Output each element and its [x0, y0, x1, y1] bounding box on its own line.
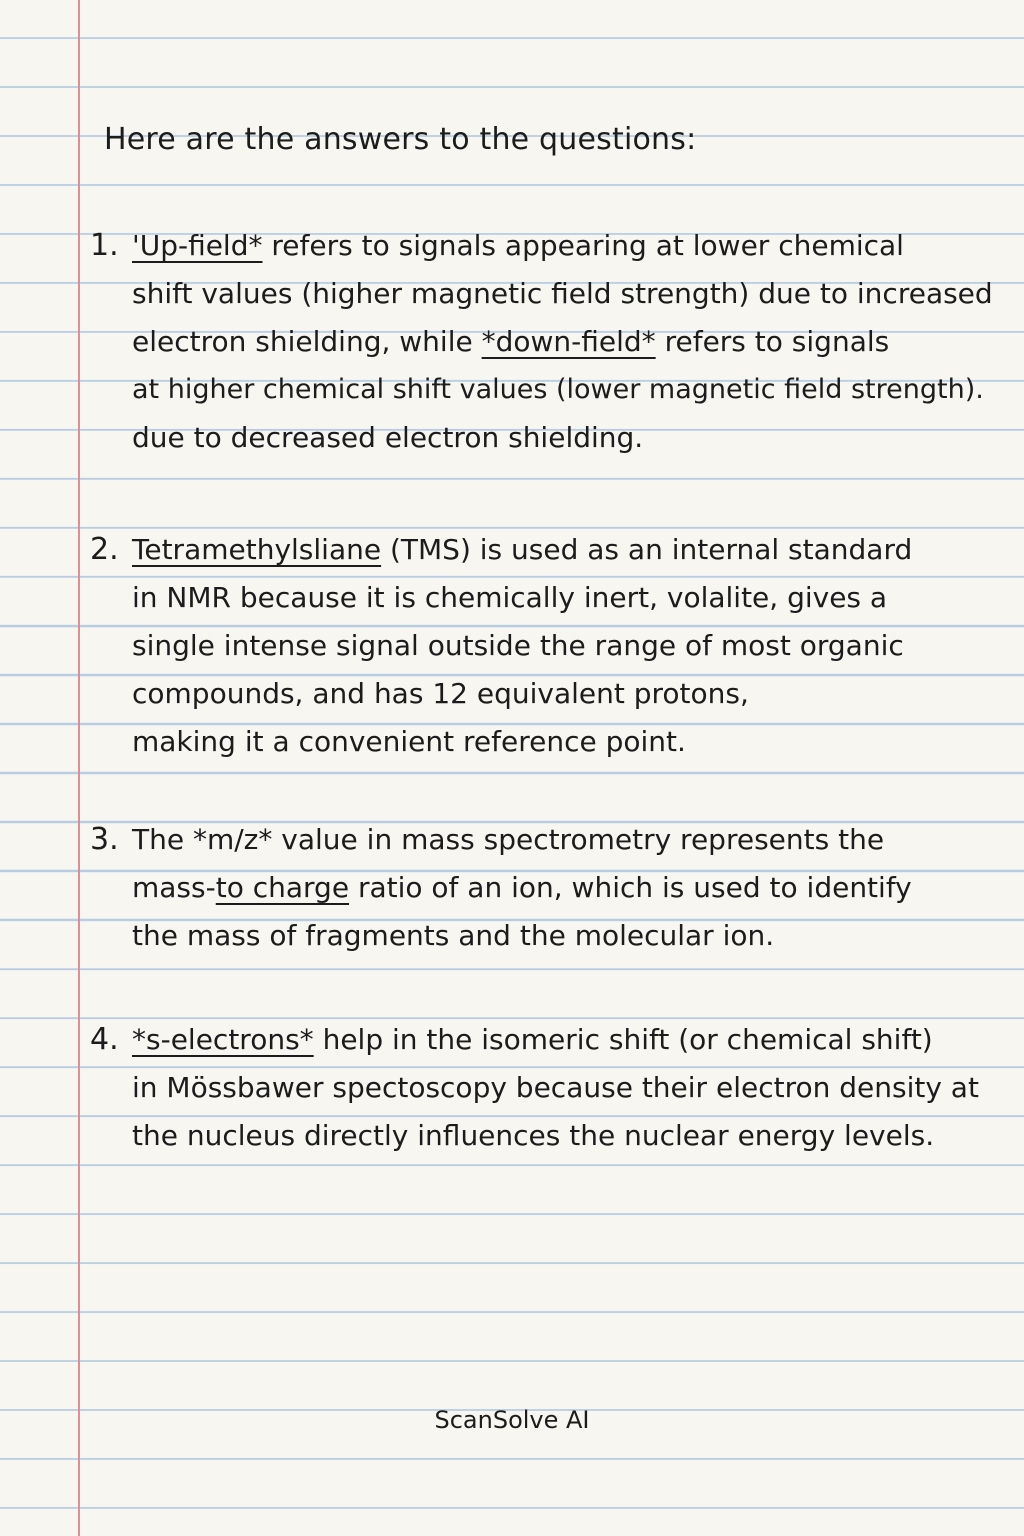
underlined-term: *s-electrons*	[132, 1023, 314, 1056]
answer-line: shift values (higher magnetic field strength) due to increased	[132, 277, 993, 310]
answer-item-4	[90, 1016, 1010, 1160]
answer-item-3	[90, 816, 1010, 960]
answer-line: The *m/z* value in mass spectrometry represents the	[132, 823, 885, 856]
answer-line: *s-electrons* help in the isomeric shift (or chemical shift)	[132, 1023, 933, 1056]
answer-item-2	[90, 526, 1010, 766]
item-number: 2.	[90, 532, 119, 567]
answer-line: single intense signal outside the range of most organic	[132, 629, 904, 662]
answer-line: the mass of fragments and the molecular ion.	[132, 919, 775, 952]
page-heading: Here are the answers to the questions:	[104, 122, 697, 157]
answer-line: due to decreased electron shielding.	[132, 421, 644, 454]
underlined-term: to charge	[215, 871, 350, 904]
answer-line: at higher chemical shift values (lower magnetic field strength).	[132, 374, 984, 405]
answer-line: Tetramethylsliane (TMS) is used as an internal standard	[132, 533, 913, 566]
item-number: 4.	[90, 1022, 119, 1057]
answer-line: 'Up-field* refers to signals appearing at lower chemical	[132, 229, 904, 262]
answer-line: mass-to charge ratio of an ion, which is used to identify	[132, 871, 912, 904]
underlined-term: 'Up-field*	[132, 229, 263, 262]
answer-item-1	[90, 222, 1010, 462]
answer-line: in Mössbawer spectoscopy because their electron density at	[132, 1071, 979, 1104]
answer-line: in NMR because it is chemically inert, volalite, gives a	[132, 581, 888, 614]
item-number: 3.	[90, 822, 119, 857]
answer-line: the nucleus directly influences the nuclear energy levels.	[132, 1119, 935, 1152]
item-number: 1.	[90, 228, 119, 263]
margin-line	[78, 0, 80, 1536]
answer-line: making it a convenient reference point.	[132, 725, 686, 758]
underlined-term: *down-field*	[481, 325, 656, 358]
footer-brand: ScanSolve AI	[434, 1406, 590, 1434]
answer-line: electron shielding, while *down-field* refers to signals	[132, 325, 890, 358]
answer-line: compounds, and has 12 equivalent protons,	[132, 677, 749, 710]
underlined-term: Tetramethylsliane	[132, 533, 382, 566]
